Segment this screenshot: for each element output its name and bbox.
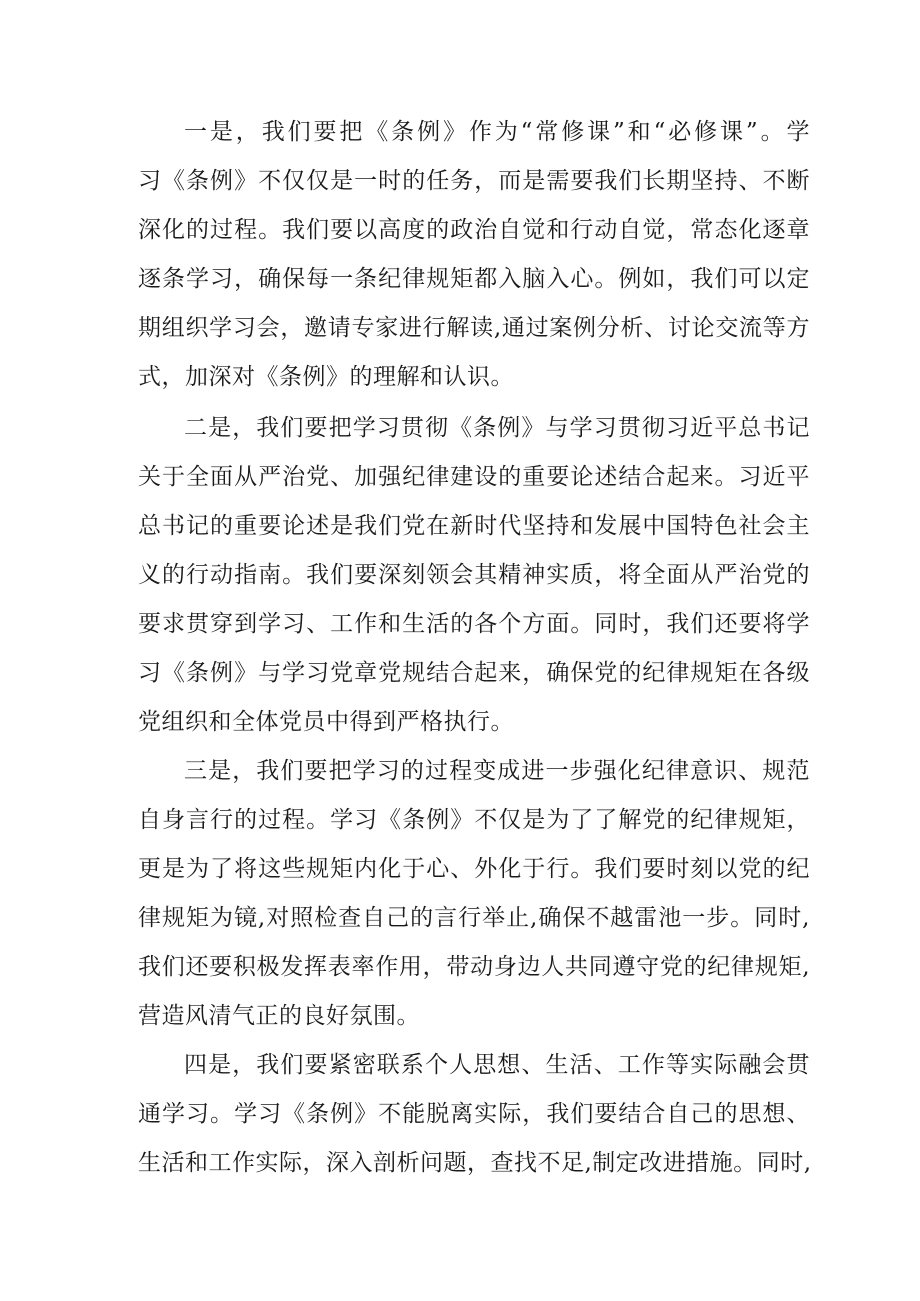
paragraph-line: 深化的过程。我们要以高度的政治自觉和行动自觉，常态化逐章: [138, 217, 810, 243]
paragraph-line: 党组织和全体党员中得到严格执行。: [138, 709, 514, 735]
paragraph-line: 更是为了将这些规矩内化于心、外化于行。我们要时刻以党的纪: [138, 856, 810, 882]
paragraph-line: 自身言行的过程。学习《条例》不仅是为了了解党的纪律规矩，: [138, 807, 810, 833]
paragraph-line: 期组织学习会，邀请专家进行解读,通过案例分析、讨论交流等方: [138, 315, 810, 341]
paragraph-line: 一是，我们要把《条例》作为“常修课”和“必修课”。学: [184, 119, 810, 145]
paragraph-line: 逐条学习，确保每一条纪律规矩都入脑入心。例如，我们可以定: [138, 266, 810, 292]
paragraph-2: [138, 404, 810, 747]
paragraph-line: 三是，我们要把学习的过程变成进一步强化纪律意识、规范: [184, 758, 810, 784]
paragraph-line: 营造风清气正的良好氛围。: [138, 1003, 420, 1029]
paragraph-line: 习《条例》与学习党章党规结合起来，确保党的纪律规矩在各级: [138, 660, 810, 686]
paragraph-line: 通学习。学习《条例》不能脱离实际，我们要结合自己的思想、: [138, 1101, 810, 1127]
paragraph-line: 生活和工作实际，深入剖析问题，查找不足,制定改进措施。同时,: [138, 1150, 812, 1176]
paragraph-line: 二是，我们要把学习贯彻《条例》与学习贯彻习近平总书记: [184, 415, 810, 441]
paragraph-line: 律规矩为镜,对照检查自己的言行举止,确保不越雷池一步。同时,: [138, 905, 810, 931]
paragraph-line: 四是，我们要紧密联系个人思想、生活、工作等实际融会贯: [184, 1052, 810, 1078]
paragraph-3: [138, 747, 810, 1041]
paragraph-line: 式，加深对《条例》的理解和认识。: [138, 364, 514, 390]
paragraph-line: 总书记的重要论述是我们党在新时代坚持和发展中国特色社会主: [138, 513, 810, 539]
paragraph-1: [138, 108, 810, 402]
paragraph-line: 习《条例》不仅仅是一时的任务，而是需要我们长期坚持、不断: [138, 168, 810, 194]
paragraph-line: 要求贯穿到学习、工作和生活的各个方面。同时，我们还要将学: [138, 611, 810, 637]
paragraph-4: [138, 1041, 810, 1188]
paragraph-line: 我们还要积极发挥表率作用，带动身边人共同遵守党的纪律规矩,: [138, 954, 810, 980]
paragraph-line: 义的行动指南。我们要深刻领会其精神实质，将全面从严治党的: [138, 562, 810, 588]
paragraph-line: 关于全面从严治党、加强纪律建设的重要论述结合起来。习近平: [138, 464, 810, 490]
